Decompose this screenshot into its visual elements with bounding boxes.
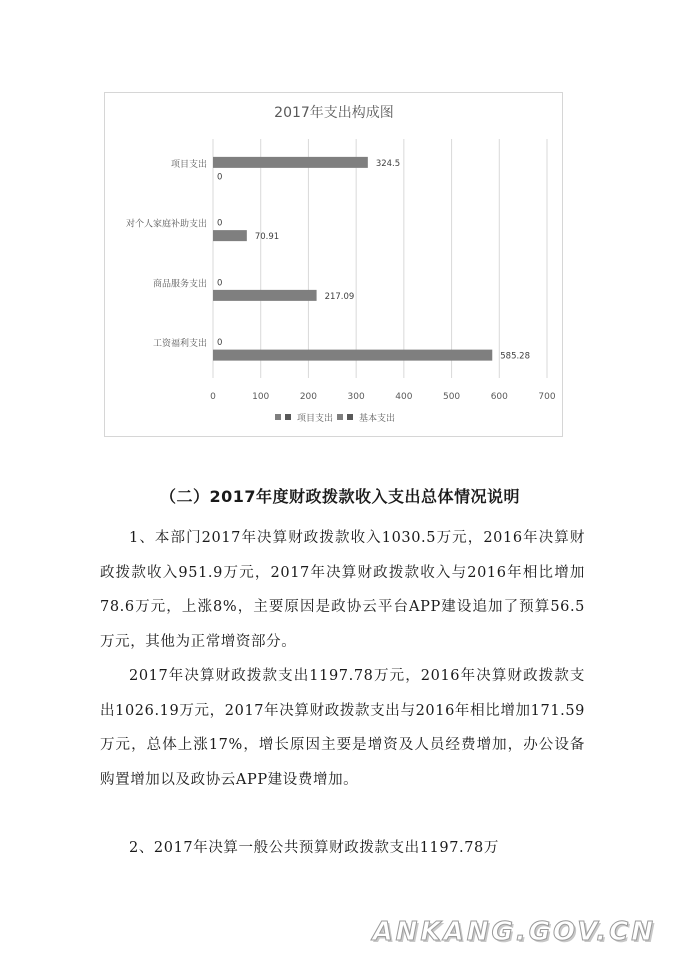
- data-label: 0: [217, 278, 223, 289]
- x-tick-label: 500: [442, 392, 461, 402]
- category-label: 项目支出: [170, 159, 207, 170]
- paragraph-expenditure: 2017年决算财政拨款支出1197.78万元，2016年决算财政拨款支出1026.19万元，2017年决算财政拨款支出与2016年相比增加171.59万元，总体上涨17%，增长原因主要是增资及人员经费增加，办公设备购置增加以及政协云APP建设费增加。: [100, 668, 585, 788]
- x-tick-label: 700: [538, 392, 556, 402]
- legend-marker: [285, 414, 291, 420]
- site-watermark: ANKANG.GOV.CN: [372, 917, 656, 947]
- section-heading: （二）2017年度财政拨款收入支出总体情况说明: [159, 487, 521, 506]
- data-label: 0: [217, 218, 223, 229]
- data-label: 585.28: [500, 351, 531, 362]
- category-label: 商品服务支出: [152, 279, 207, 290]
- x-tick-label: 200: [299, 392, 318, 402]
- x-tick-label: 0: [210, 392, 216, 402]
- data-label: 70.91: [254, 232, 280, 243]
- data-label: 324.5: [375, 158, 401, 169]
- chart-container: [104, 92, 563, 437]
- expenditure-bar-chart: [105, 93, 564, 438]
- category-label: 工资福利支出: [152, 339, 207, 350]
- chart-title: 2017年支出构成图: [274, 105, 394, 121]
- data-label: 0: [217, 338, 223, 349]
- x-tick-label: 300: [347, 392, 365, 402]
- legend-marker: [347, 414, 353, 420]
- bar: [213, 350, 492, 361]
- legend-label: 项目支出: [297, 414, 334, 424]
- legend-label: 基本支出: [359, 414, 396, 424]
- bar: [213, 230, 247, 241]
- bar: [213, 157, 368, 168]
- data-label: 0: [217, 172, 223, 183]
- x-tick-label: 400: [395, 392, 413, 402]
- x-tick-label: 600: [490, 392, 508, 402]
- category-label: 对个人家庭补助支出: [125, 219, 207, 230]
- paragraph-general-budget: 2、2017年决算一般公共预算财政拨款支出1197.78万: [129, 840, 499, 856]
- data-label: 217.09: [324, 291, 355, 302]
- legend-swatch: [275, 414, 281, 420]
- bar: [213, 290, 317, 301]
- legend-swatch: [337, 414, 343, 420]
- paragraph-revenue: 1、本部门2017年决算财政拨款收入1030.5万元，2016年决算财政拨款收入951.9万元，2017年决算财政拨款收入与2016年相比增加78.6万元，上涨8%，主要原因是政协云平台APP建设追加了预算56.5万元，其他为正常增资部分。: [100, 530, 585, 650]
- x-tick-label: 100: [252, 392, 270, 402]
